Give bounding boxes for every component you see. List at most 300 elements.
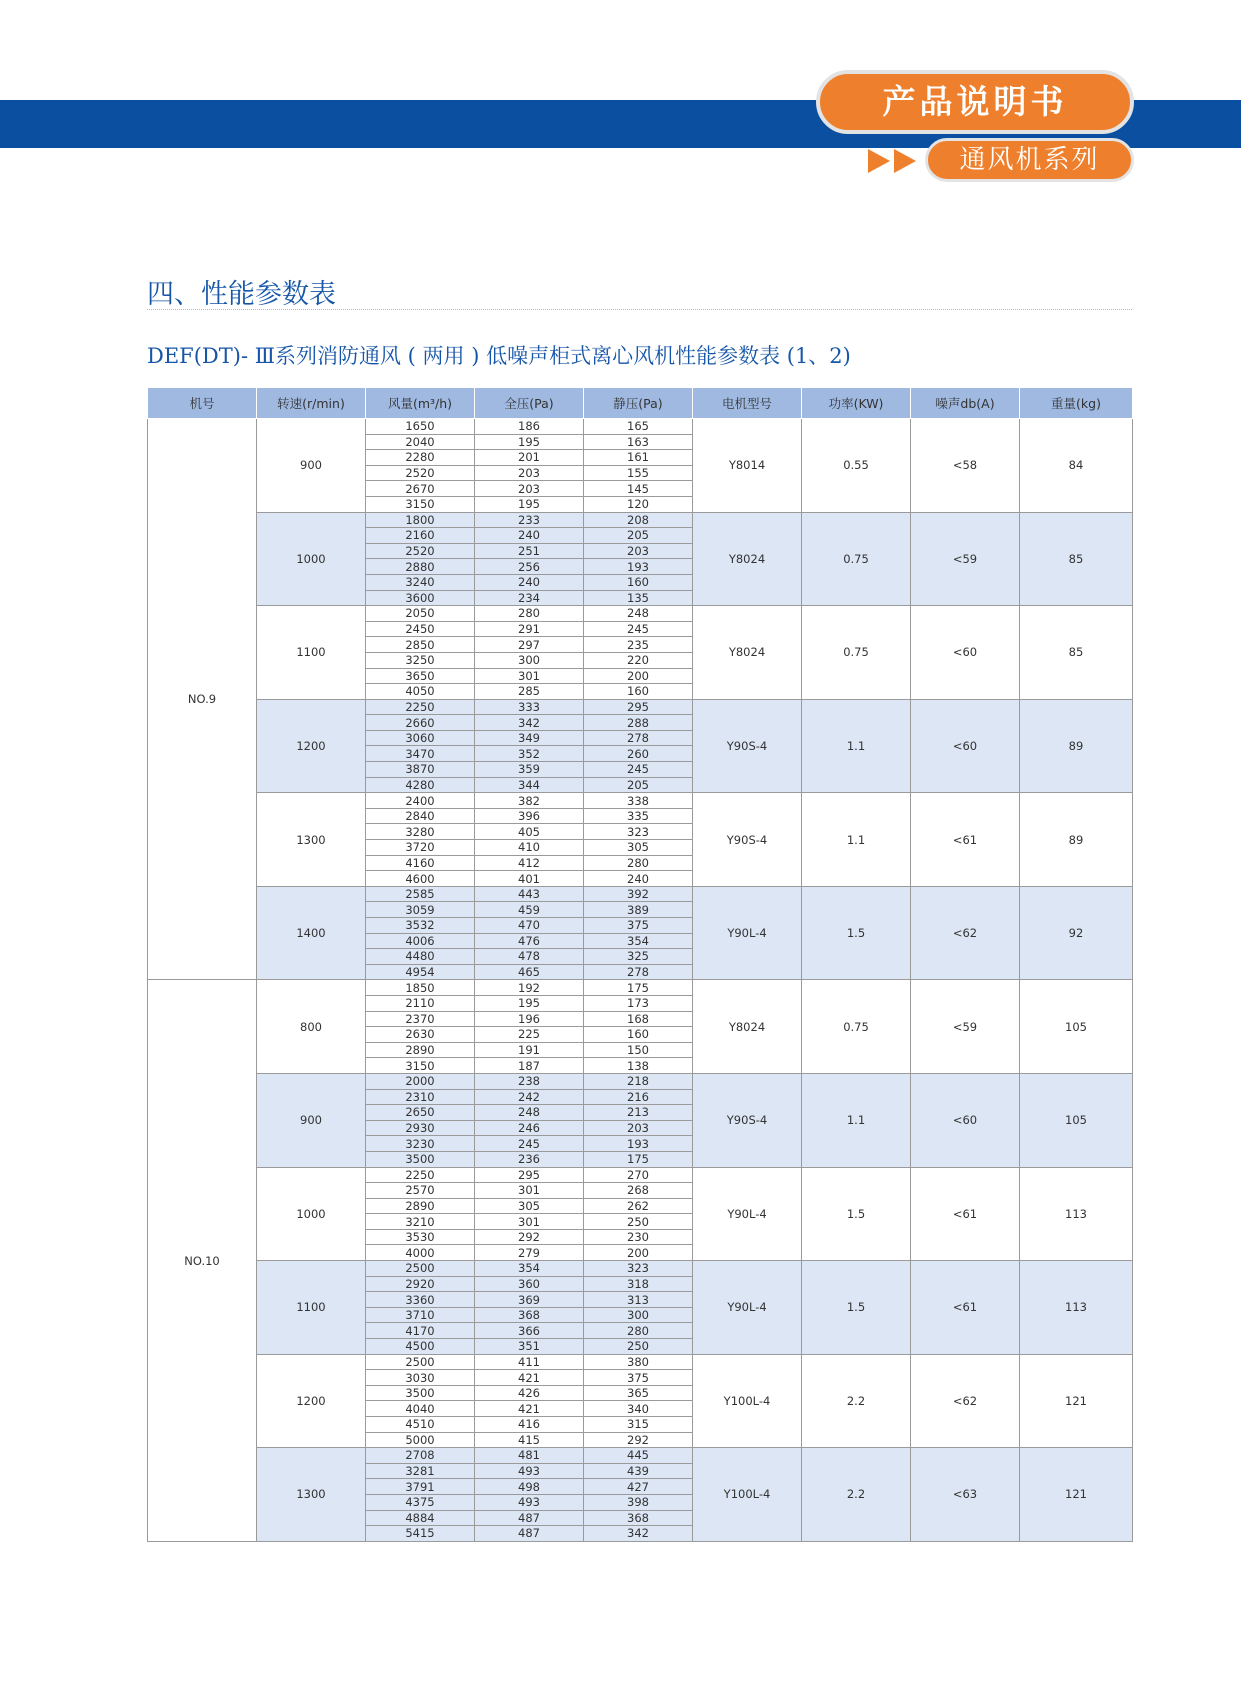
total-pressure-cell: 236 <box>475 1151 584 1167</box>
airflow-cell: 3500 <box>366 1385 475 1401</box>
static-pressure-cell: 150 <box>584 1042 693 1058</box>
motor-type-cell: Y90S-4 <box>693 793 802 887</box>
static-pressure-cell: 205 <box>584 777 693 793</box>
static-pressure-cell: 368 <box>584 1510 693 1526</box>
power-cell: 0.75 <box>802 606 911 700</box>
weight-cell: 89 <box>1020 793 1133 887</box>
static-pressure-cell: 318 <box>584 1276 693 1292</box>
static-pressure-cell: 135 <box>584 590 693 606</box>
header-motor-type: 电机型号 <box>693 388 802 419</box>
static-pressure-cell: 160 <box>584 574 693 590</box>
airflow-cell: 2520 <box>366 465 475 481</box>
airflow-cell: 2160 <box>366 528 475 544</box>
performance-table <box>147 387 1133 1542</box>
static-pressure-cell: 155 <box>584 465 693 481</box>
total-pressure-cell: 233 <box>475 512 584 528</box>
speed-cell: 1100 <box>257 1261 366 1355</box>
airflow-cell: 3791 <box>366 1479 475 1495</box>
table-body <box>148 419 1133 1542</box>
airflow-cell: 3059 <box>366 902 475 918</box>
static-pressure-cell: 205 <box>584 528 693 544</box>
static-pressure-cell: 245 <box>584 762 693 778</box>
static-pressure-cell: 250 <box>584 1339 693 1355</box>
total-pressure-cell: 360 <box>475 1276 584 1292</box>
table-row <box>148 419 1133 435</box>
total-pressure-cell: 301 <box>475 668 584 684</box>
table-row <box>148 980 1133 996</box>
table-row <box>148 1354 1133 1370</box>
static-pressure-cell: 375 <box>584 1370 693 1386</box>
static-pressure-cell: 278 <box>584 730 693 746</box>
airflow-cell: 4954 <box>366 964 475 980</box>
power-cell: 0.55 <box>802 419 911 513</box>
static-pressure-cell: 323 <box>584 824 693 840</box>
total-pressure-cell: 459 <box>475 902 584 918</box>
static-pressure-cell: 340 <box>584 1401 693 1417</box>
power-cell: 2.2 <box>802 1448 911 1542</box>
static-pressure-cell: 203 <box>584 543 693 559</box>
total-pressure-cell: 470 <box>475 918 584 934</box>
total-pressure-cell: 305 <box>475 1198 584 1214</box>
airflow-cell: 2850 <box>366 637 475 653</box>
static-pressure-cell: 208 <box>584 512 693 528</box>
total-pressure-cell: 426 <box>475 1385 584 1401</box>
total-pressure-cell: 192 <box>475 980 584 996</box>
speed-cell: 1000 <box>257 512 366 606</box>
total-pressure-cell: 246 <box>475 1120 584 1136</box>
static-pressure-cell: 365 <box>584 1385 693 1401</box>
total-pressure-cell: 478 <box>475 949 584 965</box>
static-pressure-cell: 175 <box>584 1151 693 1167</box>
static-pressure-cell: 375 <box>584 918 693 934</box>
static-pressure-cell: 145 <box>584 481 693 497</box>
total-pressure-cell: 354 <box>475 1261 584 1277</box>
airflow-cell: 5415 <box>366 1526 475 1542</box>
motor-type-cell: Y90L-4 <box>693 1167 802 1261</box>
total-pressure-cell: 301 <box>475 1183 584 1199</box>
static-pressure-cell: 160 <box>584 684 693 700</box>
airflow-cell: 3870 <box>366 762 475 778</box>
airflow-cell: 4040 <box>366 1401 475 1417</box>
airflow-cell: 2880 <box>366 559 475 575</box>
noise-cell: <62 <box>911 886 1020 980</box>
airflow-cell: 2840 <box>366 808 475 824</box>
speed-cell: 1000 <box>257 1167 366 1261</box>
airflow-cell: 2500 <box>366 1354 475 1370</box>
static-pressure-cell: 168 <box>584 1011 693 1027</box>
power-cell: 0.75 <box>802 980 911 1074</box>
total-pressure-cell: 493 <box>475 1463 584 1479</box>
header-model: 机号 <box>148 388 257 419</box>
total-pressure-cell: 368 <box>475 1307 584 1323</box>
airflow-cell: 2400 <box>366 793 475 809</box>
static-pressure-cell: 288 <box>584 715 693 731</box>
static-pressure-cell: 292 <box>584 1432 693 1448</box>
total-pressure-cell: 412 <box>475 855 584 871</box>
static-pressure-cell: 200 <box>584 1245 693 1261</box>
total-pressure-cell: 187 <box>475 1058 584 1074</box>
static-pressure-cell: 262 <box>584 1198 693 1214</box>
speed-cell: 1200 <box>257 1354 366 1448</box>
header-power: 功率(KW) <box>802 388 911 419</box>
airflow-cell: 2310 <box>366 1089 475 1105</box>
speed-cell: 1300 <box>257 793 366 887</box>
total-pressure-cell: 280 <box>475 606 584 622</box>
model-cell: NO.10 <box>148 980 257 1541</box>
static-pressure-cell: 230 <box>584 1229 693 1245</box>
total-pressure-cell: 245 <box>475 1136 584 1152</box>
total-pressure-cell: 240 <box>475 528 584 544</box>
total-pressure-cell: 201 <box>475 450 584 466</box>
airflow-cell: 3250 <box>366 652 475 668</box>
static-pressure-cell: 323 <box>584 1261 693 1277</box>
static-pressure-cell: 165 <box>584 419 693 435</box>
total-pressure-cell: 291 <box>475 621 584 637</box>
static-pressure-cell: 335 <box>584 808 693 824</box>
total-pressure-cell: 351 <box>475 1339 584 1355</box>
airflow-cell: 3240 <box>366 574 475 590</box>
static-pressure-cell: 439 <box>584 1463 693 1479</box>
airflow-cell: 2050 <box>366 606 475 622</box>
double-play-arrow-icon <box>868 148 920 174</box>
table-row <box>148 699 1133 715</box>
table-row <box>148 1448 1133 1464</box>
motor-type-cell: Y8014 <box>693 419 802 513</box>
static-pressure-cell: 260 <box>584 746 693 762</box>
weight-cell: 121 <box>1020 1448 1133 1542</box>
static-pressure-cell: 295 <box>584 699 693 715</box>
noise-cell: <61 <box>911 1167 1020 1261</box>
airflow-cell: 3470 <box>366 746 475 762</box>
static-pressure-cell: 427 <box>584 1479 693 1495</box>
motor-type-cell: Y8024 <box>693 606 802 700</box>
total-pressure-cell: 195 <box>475 496 584 512</box>
airflow-cell: 2110 <box>366 995 475 1011</box>
header-static-pressure: 静压(Pa) <box>584 388 693 419</box>
static-pressure-cell: 200 <box>584 668 693 684</box>
table-row <box>148 886 1133 902</box>
total-pressure-cell: 295 <box>475 1167 584 1183</box>
airflow-cell: 2520 <box>366 543 475 559</box>
header-noise: 噪声db(A) <box>911 388 1020 419</box>
airflow-cell: 3600 <box>366 590 475 606</box>
power-cell: 1.5 <box>802 886 911 980</box>
static-pressure-cell: 315 <box>584 1417 693 1433</box>
airflow-cell: 1800 <box>366 512 475 528</box>
power-cell: 1.1 <box>802 699 911 793</box>
total-pressure-cell: 300 <box>475 652 584 668</box>
total-pressure-cell: 415 <box>475 1432 584 1448</box>
weight-cell: 92 <box>1020 886 1133 980</box>
power-cell: 2.2 <box>802 1354 911 1448</box>
total-pressure-cell: 487 <box>475 1510 584 1526</box>
speed-cell: 900 <box>257 419 366 513</box>
airflow-cell: 2920 <box>366 1276 475 1292</box>
airflow-cell: 2500 <box>366 1261 475 1277</box>
table-row <box>148 793 1133 809</box>
airflow-cell: 4006 <box>366 933 475 949</box>
model-cell: NO.9 <box>148 419 257 980</box>
airflow-cell: 5000 <box>366 1432 475 1448</box>
airflow-cell: 2660 <box>366 715 475 731</box>
noise-cell: <61 <box>911 793 1020 887</box>
airflow-cell: 2280 <box>366 450 475 466</box>
weight-cell: 105 <box>1020 1073 1133 1167</box>
total-pressure-cell: 366 <box>475 1323 584 1339</box>
speed-cell: 900 <box>257 1073 366 1167</box>
total-pressure-cell: 401 <box>475 871 584 887</box>
airflow-cell: 2650 <box>366 1105 475 1121</box>
total-pressure-cell: 285 <box>475 684 584 700</box>
motor-type-cell: Y90S-4 <box>693 1073 802 1167</box>
airflow-cell: 3210 <box>366 1214 475 1230</box>
total-pressure-cell: 349 <box>475 730 584 746</box>
airflow-cell: 2250 <box>366 699 475 715</box>
noise-cell: <58 <box>911 419 1020 513</box>
total-pressure-cell: 481 <box>475 1448 584 1464</box>
static-pressure-cell: 163 <box>584 434 693 450</box>
airflow-cell: 3360 <box>366 1292 475 1308</box>
airflow-cell: 3030 <box>366 1370 475 1386</box>
airflow-cell: 2250 <box>366 1167 475 1183</box>
airflow-cell: 4510 <box>366 1417 475 1433</box>
total-pressure-cell: 421 <box>475 1401 584 1417</box>
total-pressure-cell: 344 <box>475 777 584 793</box>
static-pressure-cell: 193 <box>584 559 693 575</box>
series-badge: 通风机系列 <box>925 138 1134 182</box>
airflow-cell: 2890 <box>366 1042 475 1058</box>
total-pressure-cell: 476 <box>475 933 584 949</box>
airflow-cell: 2708 <box>366 1448 475 1464</box>
weight-cell: 121 <box>1020 1354 1133 1448</box>
airflow-cell: 4000 <box>366 1245 475 1261</box>
motor-type-cell: Y8024 <box>693 980 802 1074</box>
static-pressure-cell: 213 <box>584 1105 693 1121</box>
power-cell: 1.5 <box>802 1261 911 1355</box>
weight-cell: 85 <box>1020 512 1133 606</box>
total-pressure-cell: 240 <box>475 574 584 590</box>
power-cell: 1.1 <box>802 793 911 887</box>
table-title: DEF(DT)- Ⅲ系列消防通风 ( 两用 ) 低噪声柜式离心风机性能参数表 (1、2) <box>147 344 851 368</box>
airflow-cell: 2040 <box>366 434 475 450</box>
airflow-cell: 4480 <box>366 949 475 965</box>
total-pressure-cell: 186 <box>475 419 584 435</box>
static-pressure-cell: 300 <box>584 1307 693 1323</box>
airflow-cell: 4884 <box>366 1510 475 1526</box>
airflow-cell: 4375 <box>366 1494 475 1510</box>
motor-type-cell: Y90L-4 <box>693 886 802 980</box>
section-title: 四、性能参数表 <box>147 279 336 310</box>
static-pressure-cell: 220 <box>584 652 693 668</box>
airflow-cell: 2450 <box>366 621 475 637</box>
airflow-cell: 3150 <box>366 496 475 512</box>
static-pressure-cell: 193 <box>584 1136 693 1152</box>
total-pressure-cell: 292 <box>475 1229 584 1245</box>
airflow-cell: 4050 <box>366 684 475 700</box>
weight-cell: 105 <box>1020 980 1133 1074</box>
total-pressure-cell: 421 <box>475 1370 584 1386</box>
noise-cell: <62 <box>911 1354 1020 1448</box>
power-cell: 1.5 <box>802 1167 911 1261</box>
static-pressure-cell: 203 <box>584 1120 693 1136</box>
header-weight: 重量(kg) <box>1020 388 1133 419</box>
airflow-cell: 3281 <box>366 1463 475 1479</box>
speed-cell: 1400 <box>257 886 366 980</box>
airflow-cell: 4280 <box>366 777 475 793</box>
total-pressure-cell: 465 <box>475 964 584 980</box>
static-pressure-cell: 338 <box>584 793 693 809</box>
airflow-cell: 1650 <box>366 419 475 435</box>
total-pressure-cell: 342 <box>475 715 584 731</box>
static-pressure-cell: 380 <box>584 1354 693 1370</box>
total-pressure-cell: 196 <box>475 1011 584 1027</box>
static-pressure-cell: 392 <box>584 886 693 902</box>
airflow-cell: 4500 <box>366 1339 475 1355</box>
airflow-cell: 4160 <box>366 855 475 871</box>
airflow-cell: 3280 <box>366 824 475 840</box>
airflow-cell: 1850 <box>366 980 475 996</box>
total-pressure-cell: 396 <box>475 808 584 824</box>
total-pressure-cell: 352 <box>475 746 584 762</box>
airflow-cell: 3530 <box>366 1229 475 1245</box>
static-pressure-cell: 120 <box>584 496 693 512</box>
header-airflow: 风量(m³/h) <box>366 388 475 419</box>
static-pressure-cell: 173 <box>584 995 693 1011</box>
table-row <box>148 512 1133 528</box>
airflow-cell: 2370 <box>366 1011 475 1027</box>
airflow-cell: 3720 <box>366 840 475 856</box>
static-pressure-cell: 235 <box>584 637 693 653</box>
total-pressure-cell: 238 <box>475 1073 584 1089</box>
airflow-cell: 3500 <box>366 1151 475 1167</box>
total-pressure-cell: 416 <box>475 1417 584 1433</box>
airflow-cell: 3650 <box>366 668 475 684</box>
motor-type-cell: Y100L-4 <box>693 1354 802 1448</box>
airflow-cell: 2570 <box>366 1183 475 1199</box>
total-pressure-cell: 234 <box>475 590 584 606</box>
total-pressure-cell: 369 <box>475 1292 584 1308</box>
airflow-cell: 4170 <box>366 1323 475 1339</box>
total-pressure-cell: 297 <box>475 637 584 653</box>
static-pressure-cell: 161 <box>584 450 693 466</box>
static-pressure-cell: 354 <box>584 933 693 949</box>
total-pressure-cell: 195 <box>475 434 584 450</box>
section-divider <box>147 309 1132 310</box>
static-pressure-cell: 245 <box>584 621 693 637</box>
noise-cell: <60 <box>911 606 1020 700</box>
static-pressure-cell: 389 <box>584 902 693 918</box>
static-pressure-cell: 270 <box>584 1167 693 1183</box>
airflow-cell: 2930 <box>366 1120 475 1136</box>
total-pressure-cell: 195 <box>475 995 584 1011</box>
airflow-cell: 2670 <box>366 481 475 497</box>
total-pressure-cell: 203 <box>475 481 584 497</box>
total-pressure-cell: 191 <box>475 1042 584 1058</box>
weight-cell: 113 <box>1020 1261 1133 1355</box>
static-pressure-cell: 218 <box>584 1073 693 1089</box>
airflow-cell: 3710 <box>366 1307 475 1323</box>
total-pressure-cell: 359 <box>475 762 584 778</box>
speed-cell: 1300 <box>257 1448 366 1542</box>
airflow-cell: 2890 <box>366 1198 475 1214</box>
table-row <box>148 1167 1133 1183</box>
table-row <box>148 606 1133 622</box>
weight-cell: 85 <box>1020 606 1133 700</box>
noise-cell: <60 <box>911 699 1020 793</box>
total-pressure-cell: 411 <box>475 1354 584 1370</box>
airflow-cell: 3230 <box>366 1136 475 1152</box>
total-pressure-cell: 301 <box>475 1214 584 1230</box>
static-pressure-cell: 138 <box>584 1058 693 1074</box>
static-pressure-cell: 305 <box>584 840 693 856</box>
total-pressure-cell: 410 <box>475 840 584 856</box>
total-pressure-cell: 225 <box>475 1027 584 1043</box>
airflow-cell: 2000 <box>366 1073 475 1089</box>
static-pressure-cell: 250 <box>584 1214 693 1230</box>
static-pressure-cell: 268 <box>584 1183 693 1199</box>
total-pressure-cell: 256 <box>475 559 584 575</box>
static-pressure-cell: 278 <box>584 964 693 980</box>
static-pressure-cell: 240 <box>584 871 693 887</box>
total-pressure-cell: 203 <box>475 465 584 481</box>
power-cell: 1.1 <box>802 1073 911 1167</box>
static-pressure-cell: 248 <box>584 606 693 622</box>
noise-cell: <59 <box>911 980 1020 1074</box>
static-pressure-cell: 325 <box>584 949 693 965</box>
table-row <box>148 1073 1133 1089</box>
total-pressure-cell: 248 <box>475 1105 584 1121</box>
total-pressure-cell: 493 <box>475 1494 584 1510</box>
airflow-cell: 4600 <box>366 871 475 887</box>
static-pressure-cell: 160 <box>584 1027 693 1043</box>
airflow-cell: 2585 <box>366 886 475 902</box>
weight-cell: 89 <box>1020 699 1133 793</box>
header-total-pressure: 全压(Pa) <box>475 388 584 419</box>
motor-type-cell: Y90S-4 <box>693 699 802 793</box>
static-pressure-cell: 280 <box>584 855 693 871</box>
total-pressure-cell: 487 <box>475 1526 584 1542</box>
static-pressure-cell: 216 <box>584 1089 693 1105</box>
brochure-title-badge: 产品说明书 <box>816 70 1134 134</box>
total-pressure-cell: 242 <box>475 1089 584 1105</box>
total-pressure-cell: 333 <box>475 699 584 715</box>
total-pressure-cell: 443 <box>475 886 584 902</box>
static-pressure-cell: 175 <box>584 980 693 996</box>
table-header-row <box>148 388 1133 419</box>
total-pressure-cell: 498 <box>475 1479 584 1495</box>
speed-cell: 800 <box>257 980 366 1074</box>
table-row <box>148 1261 1133 1277</box>
total-pressure-cell: 382 <box>475 793 584 809</box>
static-pressure-cell: 280 <box>584 1323 693 1339</box>
power-cell: 0.75 <box>802 512 911 606</box>
static-pressure-cell: 313 <box>584 1292 693 1308</box>
airflow-cell: 3532 <box>366 918 475 934</box>
noise-cell: <61 <box>911 1261 1020 1355</box>
total-pressure-cell: 279 <box>475 1245 584 1261</box>
motor-type-cell: Y90L-4 <box>693 1261 802 1355</box>
total-pressure-cell: 405 <box>475 824 584 840</box>
airflow-cell: 3150 <box>366 1058 475 1074</box>
speed-cell: 1100 <box>257 606 366 700</box>
noise-cell: <63 <box>911 1448 1020 1542</box>
motor-type-cell: Y8024 <box>693 512 802 606</box>
weight-cell: 84 <box>1020 419 1133 513</box>
speed-cell: 1200 <box>257 699 366 793</box>
airflow-cell: 3060 <box>366 730 475 746</box>
total-pressure-cell: 251 <box>475 543 584 559</box>
header-speed: 转速(r/min) <box>257 388 366 419</box>
